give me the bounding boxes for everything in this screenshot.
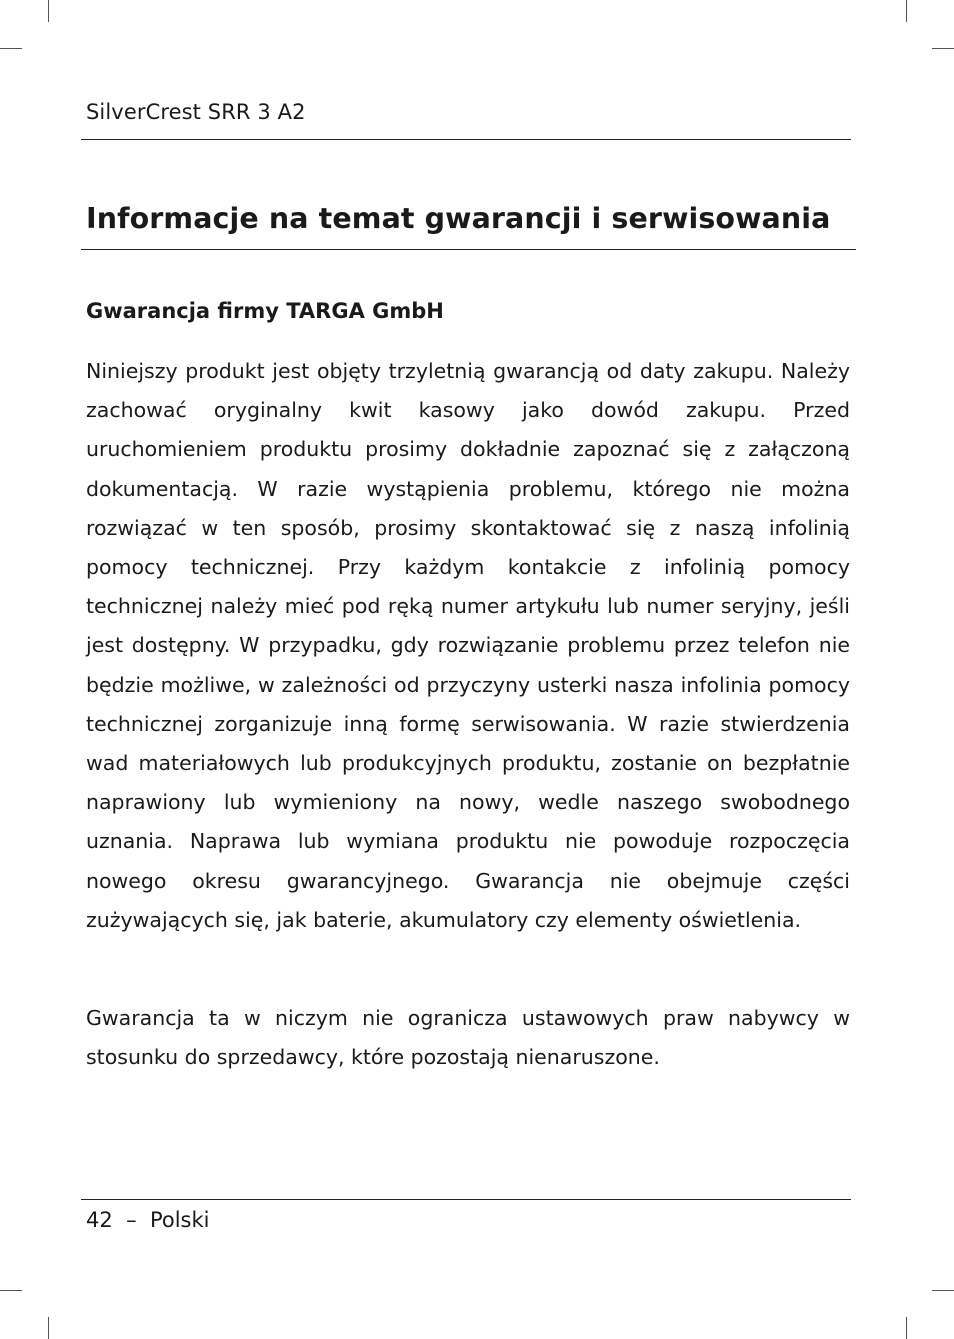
paragraph-statutory-rights: Gwarancja ta w niczym nie ogranicza ustawowych praw nabywcy w stosunku do sprzedawcy, które pozostają nienaruszone. <box>86 1006 850 1070</box>
crop-mark-top-left-h <box>0 48 22 49</box>
crop-mark-bottom-right <box>906 1317 907 1339</box>
section-title: Informacje na temat gwarancji i serwisowania <box>86 202 831 235</box>
section-subtitle: Gwarancja firmy TARGA GmbH <box>86 299 444 323</box>
crop-mark-bottom-right-h <box>932 1290 954 1291</box>
header-rule <box>81 139 851 140</box>
footer-separator: – <box>126 1208 137 1232</box>
footer-language: Polski <box>149 1208 210 1232</box>
page-number: 42 <box>86 1208 113 1232</box>
paragraph-warranty: Niniejszy produkt jest objęty trzyletnią gwarancją od daty zakupu. Należy zachować oryginalny kwit kasowy jako dowód zakupu. Przed uruchomieniem produktu prosimy dokładnie zapoznać się z załączoną dokumentacją. W razie wystąpienia problemu, którego nie można rozwiązać w ten sposób, prosimy skontaktować się z naszą infolinią pomocy technicznej. Przy każdym kontakcie z infolinią pomocy technicznej należy mieć pod ręką numer artykułu lub numer seryjny, jeśli jest dostępny. W przypadku, gdy rozwiązanie problemu przez telefon nie będzie możliwe, w zależności od przyczyny usterki nasza infolinia pomocy technicznej zorganizuje inną formę serwisowania. W razie stwierdzenia wad materiałowych lub produkcyjnych produktu, zostanie on bezpłatnie naprawiony lub wymieniony na nowy, wedle naszego swobodnego uznania. Naprawa lub wymiana produktu nie powoduje rozpoczęcia nowego okresu gwarancyjnego. Gwarancja nie obejmuje części zużywających się, jak baterie, akumulatory czy elementy oświetlenia. <box>86 359 850 932</box>
crop-mark-bottom-left-h <box>0 1290 22 1291</box>
page-footer <box>86 1208 210 1232</box>
crop-mark-top-right <box>906 0 907 22</box>
crop-mark-top-right-h <box>932 48 954 49</box>
crop-mark-bottom-left <box>48 1317 49 1339</box>
title-rule <box>81 249 856 250</box>
running-header: SilverCrest SRR 3 A2 <box>86 100 306 124</box>
crop-mark-top-left <box>48 0 49 22</box>
footer-rule <box>81 1199 851 1200</box>
